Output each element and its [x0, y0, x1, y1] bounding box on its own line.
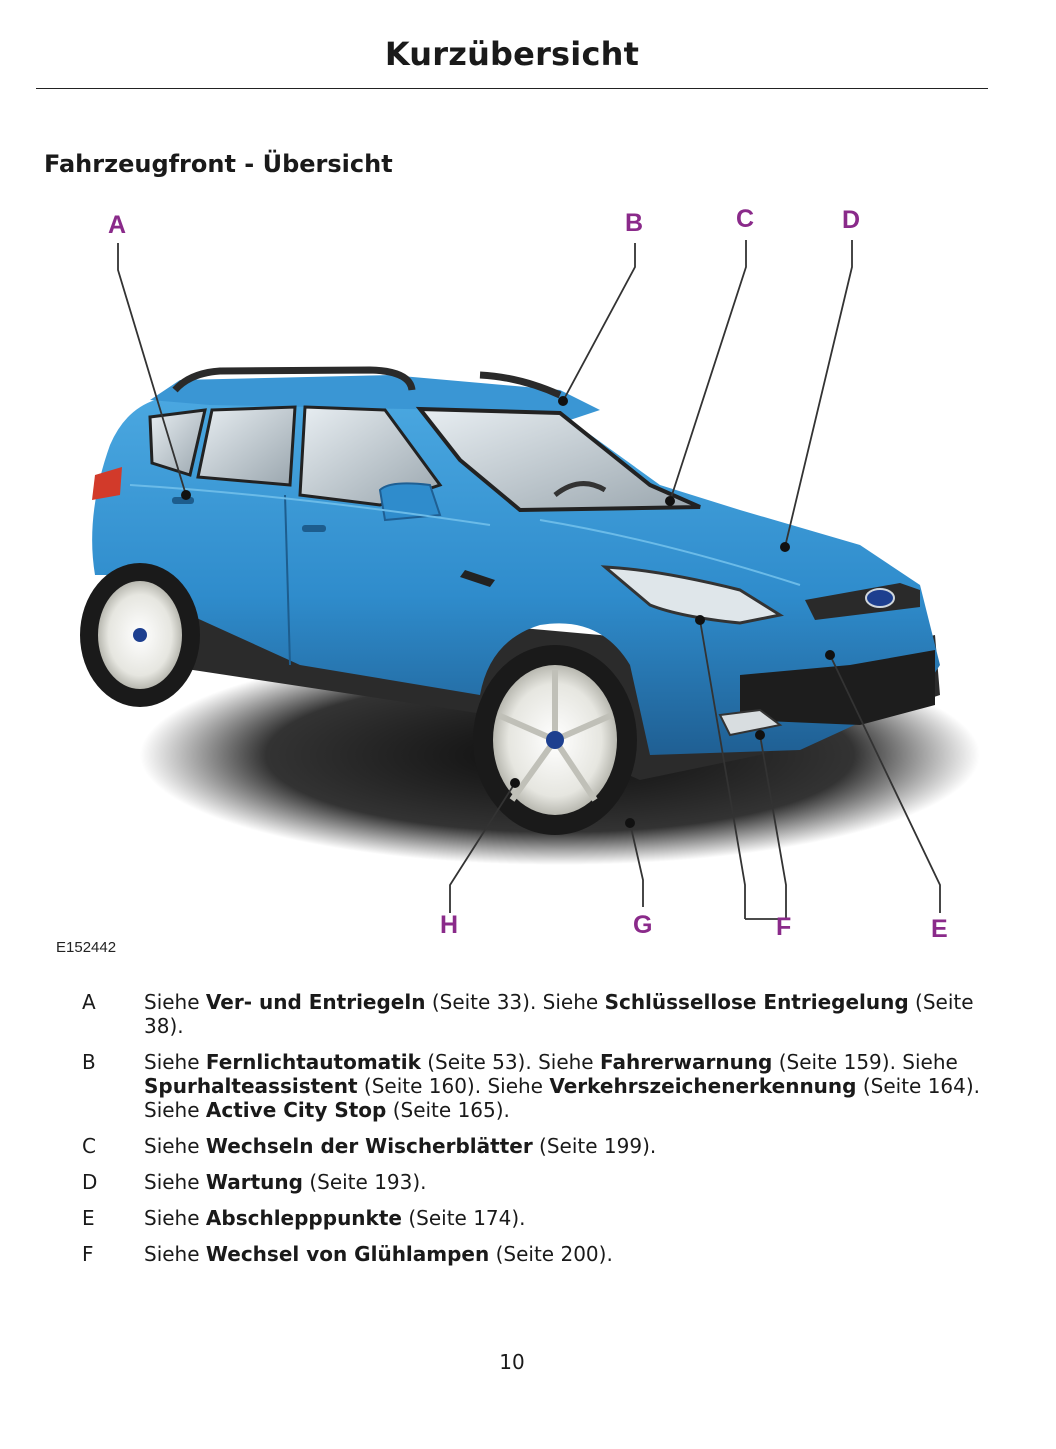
legend-text — [144, 1050, 982, 1122]
legend-segment: (Seite 33). Siehe — [425, 990, 605, 1014]
legend-reference[interactable]: Fernlichtautomatik — [205, 1050, 421, 1074]
legend-key: C — [82, 1134, 96, 1158]
callout-g: G — [633, 911, 653, 939]
callout-c: C — [736, 205, 755, 233]
legend-segment: (Seite 38). — [144, 990, 974, 1038]
legend-key: F — [82, 1242, 94, 1266]
callout-f: F — [776, 913, 792, 941]
door-handle-front — [302, 525, 326, 532]
legend-segment: (Seite 53). Siehe — [420, 1050, 600, 1074]
legend-text — [144, 990, 982, 1038]
legend-segment: (Seite 200). — [489, 1242, 613, 1266]
rear-hub — [133, 628, 147, 642]
page-header — [36, 34, 988, 89]
legend-reference[interactable]: Wartung — [205, 1170, 303, 1194]
callout-d: D — [842, 206, 861, 234]
legend-reference[interactable]: Spurhalteassistent — [144, 1074, 358, 1098]
legend-item — [82, 1242, 982, 1266]
legend-item — [82, 1134, 982, 1158]
legend-item — [82, 1206, 982, 1230]
legend-item — [82, 1170, 982, 1194]
legend-segment: (Seite 160). Siehe — [357, 1074, 550, 1098]
legend-segment: (Seite 174). — [401, 1206, 526, 1230]
callout-e: E — [931, 915, 948, 943]
legend-list — [82, 990, 982, 1278]
rear-door-window — [198, 407, 295, 485]
legend-item — [82, 1050, 982, 1122]
ford-badge — [866, 589, 894, 607]
legend-reference[interactable]: Active City Stop — [205, 1098, 387, 1122]
legend-reference[interactable]: Abschlepppunkte — [205, 1206, 402, 1230]
legend-key: E — [82, 1206, 95, 1230]
page-title: Kurzübersicht — [384, 35, 640, 73]
legend-key: A — [82, 990, 96, 1014]
section-title: Fahrzeugfront - Übersicht — [44, 150, 393, 178]
callout-a: A — [108, 211, 127, 239]
legend-segment: (Seite 193). — [302, 1170, 427, 1194]
legend-text — [144, 1242, 982, 1266]
legend-segment: Siehe — [144, 1170, 206, 1194]
legend-segment: (Seite 159). Siehe — [772, 1050, 958, 1074]
leader-d — [785, 240, 852, 547]
legend-reference[interactable]: Wechseln der Wischerblätter — [205, 1134, 533, 1158]
legend-segment: (Seite 199). — [532, 1134, 657, 1158]
legend-key: B — [82, 1050, 96, 1074]
leader-b — [563, 243, 635, 401]
legend-segment: Siehe — [144, 990, 206, 1014]
legend-segment: (Seite 165). — [386, 1098, 510, 1122]
rear-light — [92, 467, 122, 500]
legend-text — [144, 1206, 982, 1230]
legend-reference[interactable]: Schlüssellose Entriegelung — [604, 990, 909, 1014]
legend-text — [144, 1134, 982, 1158]
callout-h: H — [440, 911, 459, 939]
legend-reference[interactable]: Verkehrszeichenerkennung — [549, 1074, 857, 1098]
figure-id: E152442 — [56, 939, 117, 956]
legend-segment: Siehe — [144, 1134, 206, 1158]
leader-c — [670, 240, 746, 501]
callout-b: B — [625, 209, 644, 237]
vehicle-front-figure — [40, 195, 1000, 965]
legend-item — [82, 990, 982, 1038]
legend-segment: Siehe — [144, 1050, 206, 1074]
legend-segment: Siehe — [144, 1206, 206, 1230]
page-number: 10 — [499, 1350, 525, 1374]
legend-reference[interactable]: Fahrerwarnung — [599, 1050, 773, 1074]
legend-reference[interactable]: Wechsel von Glühlampen — [205, 1242, 490, 1266]
legend-reference[interactable]: Ver- und Entriegeln — [205, 990, 426, 1014]
front-hub — [546, 731, 564, 749]
legend-text — [144, 1170, 982, 1194]
legend-key: D — [82, 1170, 98, 1194]
legend-segment: Siehe — [144, 1242, 206, 1266]
vehicle-illustration — [40, 195, 1000, 965]
legend-segment: (Seite 164). Siehe — [144, 1074, 981, 1122]
